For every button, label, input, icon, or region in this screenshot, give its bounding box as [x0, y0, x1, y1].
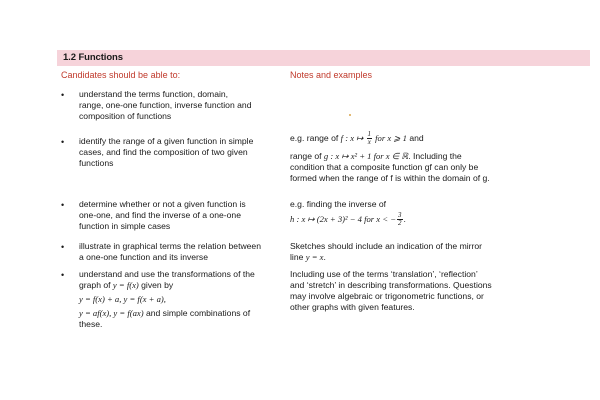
- bullet-icon: •: [61, 137, 65, 147]
- bullet-icon: •: [61, 270, 65, 280]
- fraction: $\frac{3}{2}$: [398, 211, 402, 228]
- note-range-example: e.g. range of f : x ↦ $\frac{1}{x}$ for x ⩾ 1 and range of g : x ↦ x² + 1 for x ∈ ℝ. Including the condition that a composite function gf can only be formed when the range of f is within the domain of g.: [290, 130, 490, 183]
- objective-graphical-inverse: illustrate in graphical terms the relation between a one-one function and its inverse: [79, 241, 261, 262]
- note-inverse-example: e.g. finding the inverse of h : x ↦ (2x + 3)² − 4 for x < − $\frac{3}{2}$ .: [290, 199, 406, 228]
- objective-function-terms: understand the terms function, domain, range, one-one function, inverse function and composition of functions: [79, 89, 252, 121]
- objective-range-composition: identify the range of a given function in simple cases, and find the composition of two given functions: [79, 136, 254, 168]
- note-mirror-line: Sketches should include an indication of the mirror line y = x.: [290, 241, 483, 262]
- objective-inverse: determine whether or not a given function is one-one, and find the inverse of a one-one function in simple cases: [79, 199, 246, 231]
- section-title: 1.2 Functions: [63, 52, 123, 63]
- bullet-icon: •: [61, 90, 65, 100]
- objective-transformations: understand and use the transformations of the graph of y = f(x) given by y = f(x) + a, y = f(x + a), y = af(x), y = f(ax) and simple combinations of these.: [79, 269, 255, 329]
- section-header: [57, 50, 590, 66]
- decorative-dot: [349, 114, 351, 116]
- column-heading-candidates: Candidates should be able to:: [61, 70, 181, 80]
- note-transformations: Including use of the terms ‘translation’, ‘reflection’ and ‘stretch’ in describing transformations. Questions may involve algebraic or trigonometric functions, or other graphs with given features.: [290, 269, 492, 312]
- column-heading-notes: Notes and examples: [290, 70, 373, 80]
- bullet-icon: •: [61, 200, 65, 210]
- fraction: $\frac{1}{x}$: [367, 130, 372, 147]
- bullet-icon: •: [61, 242, 65, 252]
